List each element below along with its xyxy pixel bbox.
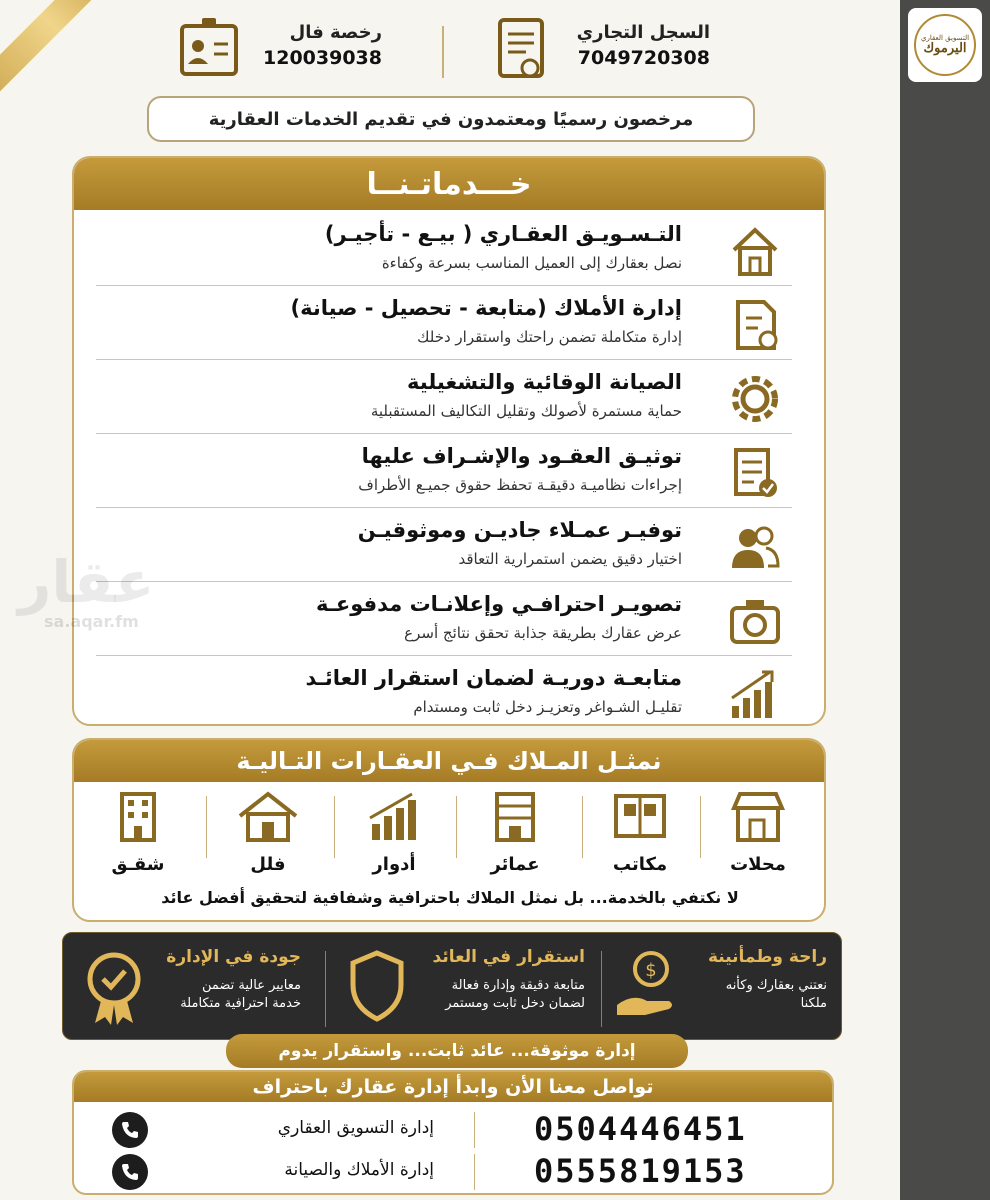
feature-quality [77, 943, 301, 1033]
divider [474, 1112, 475, 1148]
fal-license-label: رخصة فال [289, 22, 382, 43]
service-desc: حماية مستمرة لأصولك وتقليل التكاليف المستقبلية [370, 402, 682, 420]
apartment-icon [110, 790, 166, 844]
service-item [96, 510, 792, 582]
storefront-icon [730, 790, 786, 844]
divider [582, 796, 583, 858]
service-item [96, 658, 792, 730]
service-title: إدارة الأملاك (متابعة - تحصيل - صيانة) [290, 296, 682, 320]
shield-icon [347, 949, 407, 1023]
license-divider [442, 26, 444, 78]
divider [206, 796, 207, 858]
floors-chart-icon [366, 790, 422, 844]
property-type-offices [580, 790, 700, 875]
service-desc: عرض عقارك بطريقة جذابة تحقق نتائج أسرع [404, 624, 682, 642]
tagline: إدارة موثوقة... عائد ثابت... واستقرار يدوم [226, 1034, 688, 1068]
feature-stability [345, 943, 585, 1033]
property-label: شقـق [111, 854, 165, 875]
fal-license-number: 120039038 [263, 47, 382, 69]
contact-label: إدارة الأملاك والصيانة [284, 1160, 434, 1180]
service-item [96, 584, 792, 656]
contact-row [104, 1110, 804, 1152]
feature-desc: نعتني بعقارك وكأنه ملكنا [725, 978, 827, 1011]
contract-icon [728, 446, 782, 500]
service-desc: تقليـل الشـواغر وتعزيـز دخل ثابت ومستدام [413, 698, 682, 716]
commercial-register-number: 7049720308 [577, 47, 710, 69]
service-item [96, 436, 792, 508]
service-title: متابعـة دوريـة لضمان استقرار العائـد [305, 666, 682, 690]
property-type-shops [698, 790, 818, 875]
service-item [96, 288, 792, 360]
gear-icon [728, 372, 782, 426]
contact-row [104, 1152, 804, 1194]
camera-icon [728, 594, 782, 648]
service-desc: إدارة متكاملة تضمن راحتك واستقرار دخلك [417, 328, 682, 346]
service-title: توثيـق العقـود والإشـراف عليها [361, 444, 682, 468]
property-label: محلات [730, 854, 786, 875]
logo-subtitle: التسويق العقاري [920, 34, 970, 42]
property-label: فلل [250, 854, 286, 875]
commercial-register [577, 22, 710, 69]
licensed-note: مرخصون رسميًا ومعتمدون في تقديم الخدمات العقارية [147, 96, 755, 142]
id-card-icon [178, 16, 240, 80]
fal-license [263, 22, 382, 69]
villa-icon [238, 790, 298, 844]
phone-number[interactable]: 0504446451 [534, 1110, 747, 1148]
commercial-register-label: السجل التجاري [576, 22, 710, 43]
features-band [62, 932, 842, 1040]
brand-logo [908, 8, 982, 82]
document-seal-icon [496, 16, 550, 82]
feature-peace [615, 943, 827, 1033]
house-icon [728, 224, 782, 278]
watermark-site: sa.aqar.fm [44, 612, 139, 631]
feature-title: جودة في الإدارة [166, 947, 301, 967]
logo-name: اليرموك [923, 41, 967, 56]
contact-title: تواصل معنا الأن وابدأ إدارة عقارك باحتراف [74, 1072, 832, 1102]
service-desc: إجراءات نظاميـة دقيقـة تحفظ حقوق جميـع الأطراف [358, 476, 682, 494]
feature-desc: متابعة دقيقة وإدارة فعالة لضمان دخل ثابت ومستمر [445, 978, 585, 1011]
divider [700, 796, 701, 858]
watermark: عقار [18, 548, 155, 616]
feature-title: راحة وطمأنينة [707, 947, 827, 967]
contact-card [72, 1070, 834, 1195]
gold-ribbon [0, 0, 137, 110]
property-label: مكاتب [612, 854, 668, 875]
service-item [96, 214, 792, 286]
feature-desc: معايير عالية تضمن خدمة احترافية متكاملة [180, 978, 301, 1011]
property-label: عمائر [490, 854, 540, 875]
service-item [96, 362, 792, 434]
office-icon [612, 790, 668, 844]
divider [334, 796, 335, 858]
svg-text:$: $ [645, 960, 657, 981]
property-type-buildings [455, 790, 575, 875]
service-title: التـسـويـق العقـاري ( بيـع - تأجيـر) [324, 222, 682, 246]
phone-icon[interactable] [112, 1112, 148, 1148]
phone-number[interactable]: 0555819153 [534, 1152, 747, 1190]
property-type-apartments [78, 790, 198, 875]
divider [456, 796, 457, 858]
growth-chart-icon [728, 668, 782, 722]
properties-title: نمثـل المـلاك فـي العقـارات التـاليـة [74, 740, 824, 782]
money-hand-icon [615, 949, 679, 1023]
phone-icon[interactable] [112, 1154, 148, 1190]
contact-label: إدارة التسويق العقاري [277, 1118, 434, 1138]
side-panel [900, 0, 990, 1200]
feature-title: استقرار في العائد [432, 947, 585, 967]
service-title: الصيانة الوقائية والتشغيلية [407, 370, 682, 394]
services-title: خـــدماتـنــا [74, 158, 824, 210]
service-title: توفيـر عمـلاء جاديـن وموثوقيـن [357, 518, 682, 542]
badge-check-icon [83, 949, 145, 1027]
service-desc: اختيار دقيق يضمن استمرارية التعاقد [458, 550, 682, 568]
building-icon [487, 790, 543, 844]
property-type-villas [208, 790, 328, 875]
service-title: تصويـر احترافـي وإعلانـات مدفوعـة [315, 592, 682, 616]
property-type-floors [334, 790, 454, 875]
service-desc: نصل بعقارك إلى العميل المناسب بسرعة وكفاءة [381, 254, 682, 272]
divider [474, 1154, 475, 1190]
properties-note: لا نكتفي بالخدمة... بل نمثل الملاك باحترافية وشفافية لتحقيق أفضل عائد [161, 888, 739, 907]
invoice-icon [728, 298, 782, 352]
divider [601, 951, 602, 1027]
property-label: أدوار [372, 854, 416, 875]
users-icon [728, 520, 782, 574]
divider [325, 951, 326, 1027]
